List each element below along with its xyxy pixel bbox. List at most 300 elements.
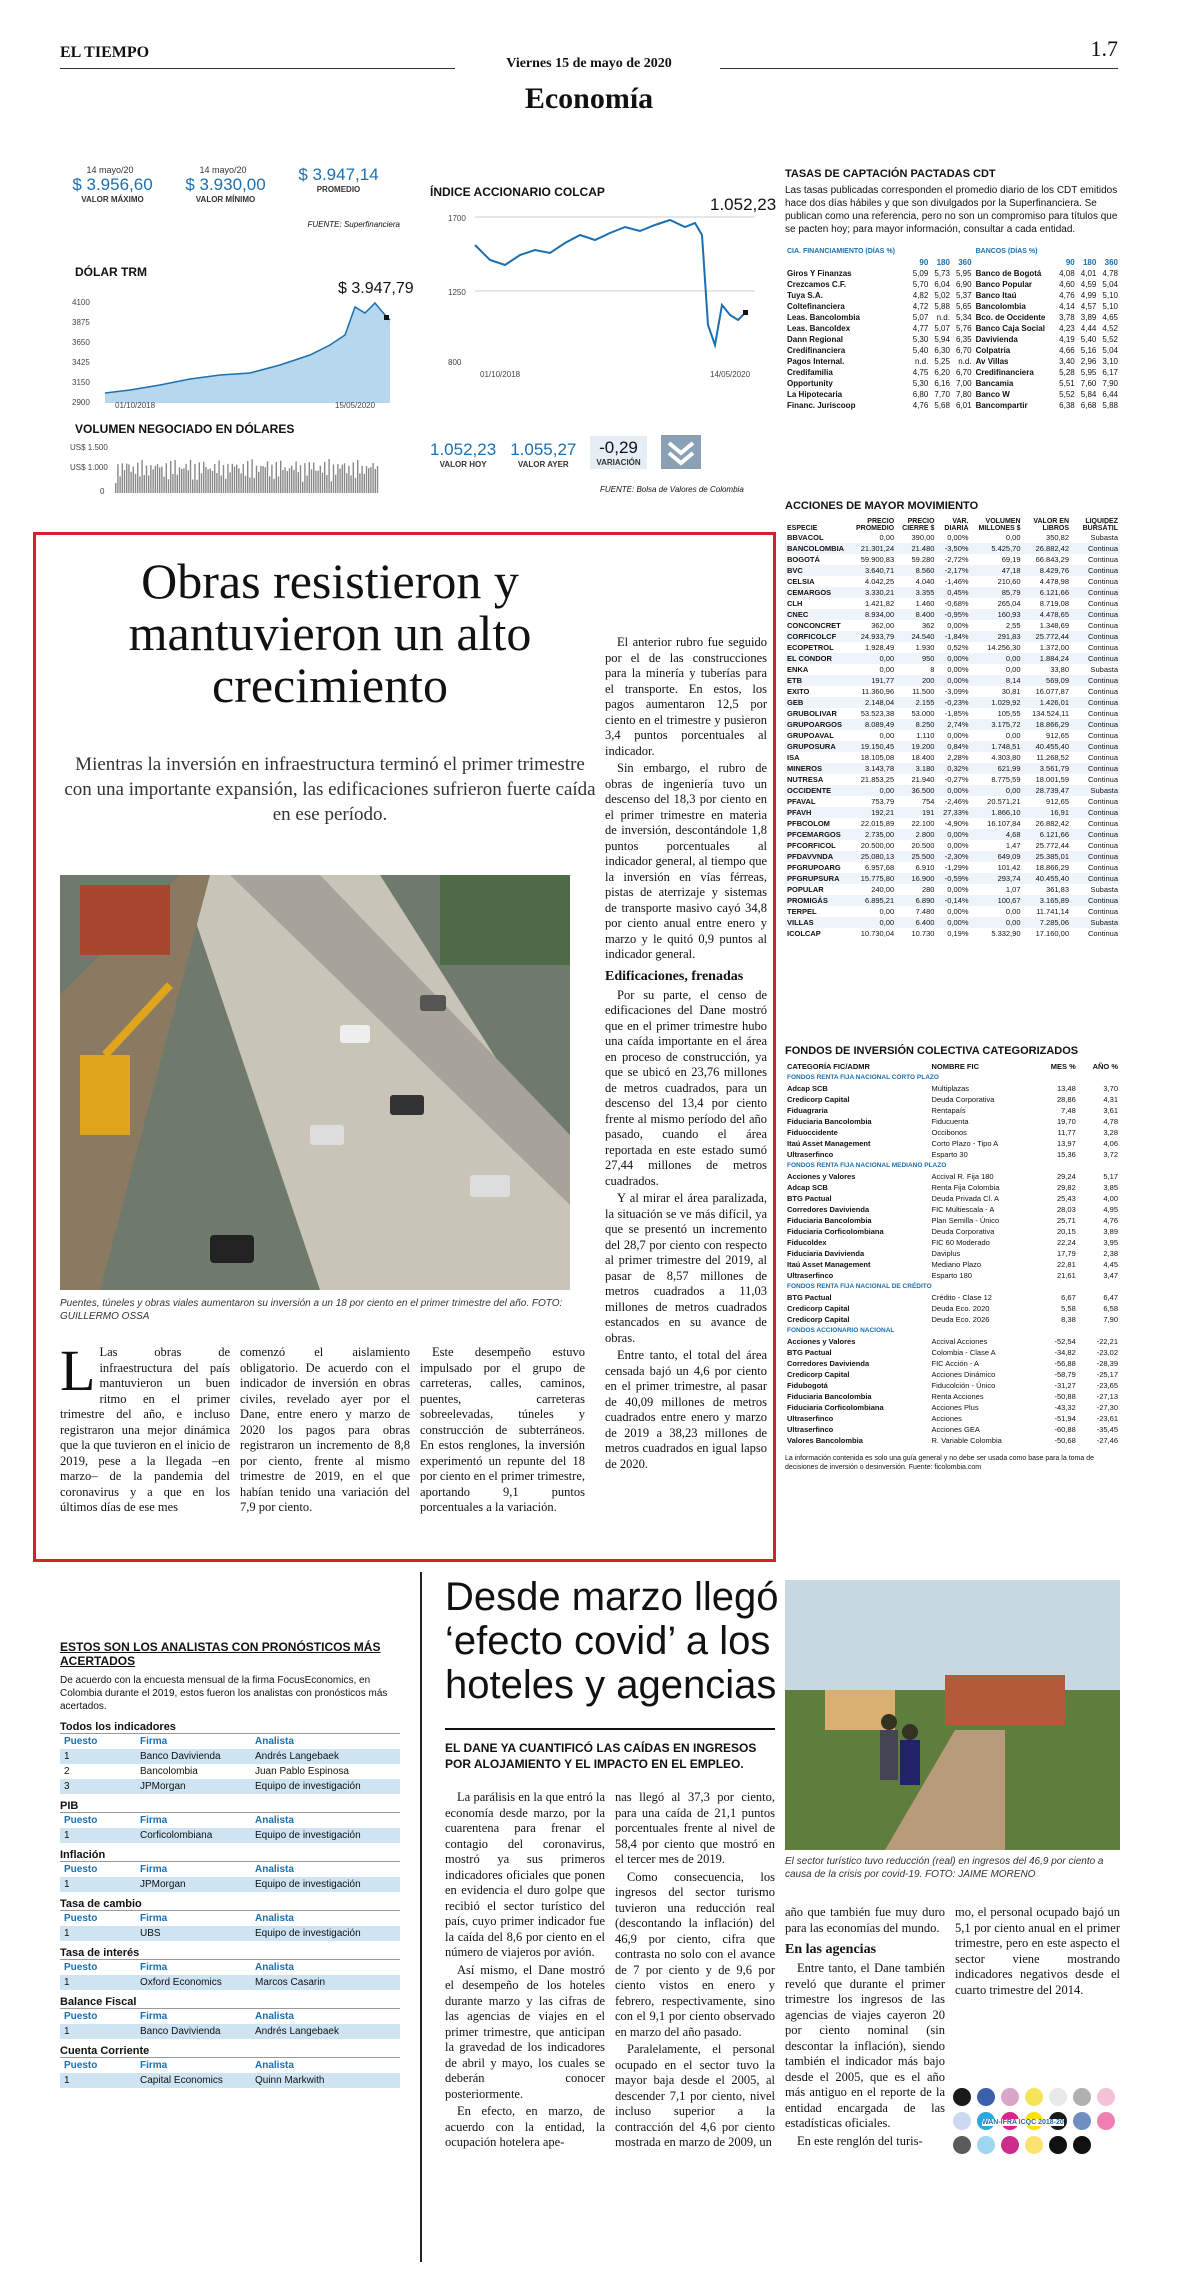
acciones-cell: 754 [921,797,935,806]
covid-col2-p3: Paralelamente, el personal ocupado en el sector tuvo la mayor baja desde el 2005, al descender 7,1 por ciento, nivel incluso superior a la contracción del 4,6 por ciento mostrada en marzo de 2009, un [615,2042,775,2149]
acciones-cell: 191,77 [871,676,895,685]
volumen-bar [188,470,189,493]
volumen-bar [289,468,290,493]
fondos-cell: 13,97 [1056,1139,1076,1148]
volumen-bar [271,465,272,493]
analysts-cell: Corficolombiana [140,1830,213,1841]
volumen-bar [254,478,255,493]
fondos-row [785,1369,1120,1380]
acciones-cell: 134.524,11 [1032,709,1069,718]
fondos-cell: 13,48 [1056,1084,1076,1093]
covid-col2-p2: Como consecuencia, los ingresos del sector turismo tuvieron una reducción real (descontando la inflación) del 46,9 por ciento, cifra que contrasta no solo con el avance de 7 por ciento y de 9,6 por ciento vistos en enero y febrero, respectivamente, sino con el 9,1 por ciento observado en marzo del año pasado. [615,1869,775,2039]
newspaper-name: EL TIEMPO [60,44,150,61]
fondos-cell: Deuda Eco. 2020 [931,1304,990,1313]
color-swatch [1073,2088,1091,2106]
covid-headline: Desde marzo llegó ‘efecto covid’ a los hoteles y agencias [445,1575,779,1707]
acciones-cell: 16.900 [911,874,935,883]
cdt-cell: Davivienda [975,335,1018,344]
fondos-row [785,1347,1120,1358]
cdt-cell: 5,70 [912,280,929,289]
acciones-cell: BANCOLOMBIA [787,544,845,553]
cdt-cell: 4,99 [1080,291,1097,300]
acciones-row [785,796,1120,807]
analysts-row [60,1877,400,1892]
acciones-cell: Subasta [1090,885,1118,894]
acciones-cell: 2.148,04 [864,698,895,707]
covid-rule [445,1728,775,1730]
acciones-cell: 24.933,79 [860,632,895,641]
acciones-cell: 0,00 [879,907,895,916]
acciones-header: ESPECIE [787,525,818,532]
cdt-cell: Banco W [975,390,1010,399]
kpi-label: VALOR MÁXIMO [81,195,144,204]
fondos-cell: Colombia - Clase A [931,1348,996,1357]
acciones-row [785,686,1120,697]
cdt-cell: 6,01 [956,401,972,410]
volumen-bar [119,476,120,493]
color-swatch [1097,2088,1115,2106]
cdt-cell: 7,60 [1080,379,1097,388]
volumen-bar [309,462,310,493]
acciones-cell: PFGRUPOARG [787,863,841,872]
fondos-cell: -28,39 [1096,1359,1118,1368]
kpi-value: $ 3.930,00 [185,175,266,194]
acciones-cell: 0,00% [947,654,969,663]
fondos-cell: -56,88 [1054,1359,1076,1368]
fondos-cell: Deuda Corporativa [931,1227,995,1236]
acciones-cell: PFCEMARGOS [787,830,841,839]
acciones-cell: Continua [1087,830,1118,839]
acciones-cell: 3.180 [915,764,935,773]
color-swatch [953,2112,971,2130]
colcap-hoy-label: VALOR HOY [439,460,487,469]
color-swatch [1049,2136,1067,2154]
fondos-cell: Corredores Davivienda [787,1205,870,1214]
volumen-bar [276,462,277,493]
down-arrow-icon [661,435,701,469]
fondos-table [785,1061,1120,1446]
fondos-cell: 28,03 [1056,1205,1076,1214]
cdt-row [785,323,1120,334]
volumen-bar [174,460,175,493]
cdt-cell: 4,60 [1059,280,1075,289]
volumen-bar [133,467,134,493]
analysts-category: PIB [60,1800,400,1813]
article-col4-p4: Y al mirar el área paralizada, la situación se ve más difícil, ya que se presentó un incremento del 28,7 por ciento con respecto al primer trimestre del 2019, al pasar de 8,57 millones de metros cuadrados a 11,03 millones de metros cuadrados estancados en su avance de obras. [605,1191,767,1345]
volumen-bar [148,476,149,493]
acciones-cell: 912,65 [1046,731,1069,740]
fondos-cell: Fiduciaria Bancolombia [787,1216,872,1225]
acciones-cell: 5.425,70 [991,544,1021,553]
fondos-cell: 28,86 [1056,1095,1076,1104]
acciones-row [785,840,1120,851]
acciones-cell: GRUPOARGOS [787,720,843,729]
cdt-cell: Crezcamos C.F. [787,280,847,289]
acciones-cell: Continua [1087,588,1118,597]
cdt-cell: Tuya S.A. [787,291,823,300]
cdt-cell: 4,76 [912,401,929,410]
fondos-cell: -51,94 [1054,1414,1076,1423]
acciones-cell: 1.426,01 [1039,698,1069,707]
acciones-cell: 21.940 [911,775,935,784]
cdt-row [785,301,1120,312]
acciones-cell: -0,59% [944,874,969,883]
acciones-cell: 280 [921,885,935,894]
fondos-row [785,1127,1120,1138]
acciones-cell: 0,00% [947,731,969,740]
fondos-cell: 8,38 [1061,1315,1076,1324]
cdt-cell: 4,72 [912,302,929,311]
cdt-cell: Av Villas [975,357,1009,366]
fondos-cell: Credicorp Capital [787,1304,850,1313]
acciones-header: LIQUIDEZ BURSÁTIL [1082,518,1118,532]
fondos-row [785,1424,1120,1435]
acciones-cell: 10.730,04 [860,929,895,938]
volumen-bar [368,468,369,493]
acciones-cell: Continua [1087,555,1118,564]
acciones-cell: 0,19% [947,929,969,938]
acciones-cell: CLH [787,599,803,608]
acciones-cell: -4,90% [944,819,969,828]
cdt-cell: 6,38 [1059,401,1075,410]
fondos-cell: Credicorp Capital [787,1370,850,1379]
acciones-row [785,532,1120,543]
acciones-cell: 8.934,00 [864,610,895,619]
volumen-bar [196,480,197,493]
acciones-cell: 69,19 [1001,555,1021,564]
cdt-cell: 5,16 [1080,346,1097,355]
fondos-cell: Credicorp Capital [787,1095,850,1104]
acciones-cell: 25.500 [911,852,935,861]
acciones-cell: 7.480 [915,907,935,916]
acciones-cell: EXITO [787,687,810,696]
col-puesto: Puesto [64,1864,98,1875]
acciones-cell: 4.040 [915,577,935,586]
acciones-cell: 8.250 [915,720,935,729]
cdt-day-header [785,257,909,268]
volumen-bar [280,461,281,493]
analysts-header-row [60,1960,400,1975]
col-firma: Firma [140,1864,168,1875]
acciones-cell: Continua [1087,863,1118,872]
acciones-row [785,785,1120,796]
covid-col-4 [955,1905,1120,2000]
volumen-bar [232,464,233,493]
analysts-cell: 1 [64,1830,70,1841]
fondos-cell: Occibonos [931,1128,967,1137]
fondos-cell: Esparto 180 [931,1271,972,1280]
volumen-bar [207,469,208,493]
dolar-marker [384,315,389,320]
cdt-cell: 5,95 [956,269,972,278]
dolar-value: $ 3.947,79 [338,280,414,297]
fondos-group-name: FONDOS ACCIONARIO NACIONAL [787,1327,895,1334]
cdt-cell: 3,89 [1080,313,1097,322]
acciones-cell: Continua [1087,654,1118,663]
colcap-ayer-value: 1.055,27 [510,440,577,459]
article-col3-text: Este desempeño estuvo impulsado por el grupo de carreteras, calles, caminos, puentes, carreteras sobreelevadas, túneles y construcción de subterráneos. En estos renglones, la inversión experimentó un repunte del 18 por ciento en el primer trimestre, aportando 9,1 puntos porcentuales a la variación. [420,1345,585,1514]
acciones-cell: 3.143,78 [864,764,895,773]
cdt-cell: 6,70 [956,368,972,377]
colcap-kpis [430,435,760,469]
volumen-bar [344,463,345,493]
color-swatch [1001,2088,1019,2106]
volumen-bar [238,468,239,493]
fondos-group-name: FONDOS RENTA FIJA NACIONAL CORTO PLAZO [787,1074,939,1081]
fondos-cell: Accival Acciones [931,1337,988,1346]
cdt-cell: 5,28 [1059,368,1075,377]
volumen-bar [192,480,193,493]
acciones-cell: Continua [1087,632,1118,641]
col-firma: Firma [140,1962,168,1973]
acciones-cell: PFDAVVNDA [787,852,834,861]
fondos-cell: Deuda Privada Cl. A [931,1194,1000,1203]
volumen-bar [190,460,191,493]
fondos-cell: FIC Multiescala - A [931,1205,995,1214]
analysts-cell: Marcos Casarin [255,1977,326,1988]
acciones-cell: Continua [1087,753,1118,762]
volumen-bar [210,469,211,493]
volumen-chart-title: VOLUMEN NEGOCIADO EN DÓLARES [75,422,295,436]
fondos-cell: -31,27 [1054,1381,1076,1390]
cdt-cell: 5,30 [912,335,929,344]
fondos-cell: 3,61 [1103,1106,1118,1115]
volumen-bar [221,476,222,493]
article-col-1 [60,1338,230,1518]
acciones-cell: ECOPETROL [787,643,834,652]
fondos-cell: Fiducolción - Único [931,1381,996,1390]
cdt-cell: 4,75 [912,368,929,377]
fondos-cell: 19,70 [1056,1117,1076,1126]
cdt-cell: 6,80 [912,390,929,399]
analysts-row [60,1749,400,1764]
cdt-section [785,168,1120,411]
acciones-cell: 191 [921,808,935,817]
cdt-cell: Credifinanciera [975,368,1034,377]
cdt-cell: Pagos Internal. [787,357,845,366]
acciones-cell: 16.077,87 [1035,687,1069,696]
cdt-cell: 5,10 [1102,302,1118,311]
cdt-cell: 5,09 [912,269,929,278]
fondos-row [785,1358,1120,1369]
acciones-cell: 11.500 [912,687,935,696]
fondos-cell: Acciones y Valores [787,1337,856,1346]
acciones-cell: EL CONDOR [787,654,832,663]
volumen-bar [199,462,200,493]
cdt-cell: 5,04 [1102,280,1118,289]
cdt-cell: Leas. Bancolombia [787,313,860,322]
acciones-cell: 0,00 [879,654,895,663]
article-photo [60,875,570,1290]
cdt-cell: Banco Popular [975,280,1033,289]
volumen-bar [291,466,292,493]
volumen-bar [135,474,136,493]
fondos-cell: -50,68 [1054,1436,1076,1445]
acciones-row [785,851,1120,862]
colcap-value: 1.052,23 [710,195,777,214]
fondos-title: FONDOS DE INVERSIÓN COLECTIVA CATEGORIZADOS [785,1045,1079,1057]
analysts-category: Tasa de interés [60,1947,400,1960]
acciones-cell: 265,04 [997,599,1021,608]
acciones-cell: CNEC [787,610,809,619]
fondos-row [785,1193,1120,1204]
covid-col3-p2: Entre tanto, el Dane también reveló que durante el primer trimestre los ingresos de las agencias de viajes cayeron 20 por ciento nominal (sin descontar la inflación), siendo también el indicador más bajo desde el 2005, que es el año más antiguo en el reporte de la entidad encargada de las estadísticas oficiales. [785,1961,945,2130]
acciones-cell: GEB [787,698,804,707]
cdt-cell: 5,51 [1059,379,1075,388]
fondos-row [785,1116,1120,1127]
acciones-cell: 36.500 [911,786,935,795]
acciones-cell: 10.730 [911,929,935,938]
fondos-cell: -50,88 [1054,1392,1076,1401]
acciones-cell: Continua [1087,808,1118,817]
dolar-area [105,303,390,403]
volumen-bar [146,466,147,493]
acciones-cell: Continua [1087,775,1118,784]
volumen-bar [324,462,325,493]
acciones-cell: 16.107,84 [987,819,1021,828]
fondos-row [785,1270,1120,1281]
acciones-row [785,873,1120,884]
acciones-cell: 100,67 [997,896,1021,905]
acciones-cell: ICOLCAP [787,929,821,938]
cdt-cell: 4,01 [1080,269,1097,278]
acciones-cell: 0,00% [947,665,969,674]
trm-kpi-0 [60,165,165,204]
covid-photo-caption: El sector turístico tuvo reducción (real) en ingresos del 46,9 por ciento a causa de la crisis por covid-19. FOTO: JAIME MORENO [785,1856,1104,1880]
fondos-cell: -27,13 [1096,1392,1118,1401]
acciones-row [785,807,1120,818]
acciones-cell: Continua [1087,874,1118,883]
page-number: 1.7 [1090,36,1118,61]
acciones-row [785,774,1120,785]
fondos-cell: -23,65 [1096,1381,1118,1390]
cdt-cell: Bancolombia [975,302,1026,311]
volumen-bar [322,473,323,493]
cdt-head-left: CIA. FINANCIAMIENTO (DÍAS %) [787,248,895,255]
covid-kicker: EL DANE YA CUANTIFICÓ LAS CAÍDAS EN INGRESOS POR ALOJAMIENTO Y EL IMPACTO EN EL EMPLEO. [445,1741,757,1771]
analysts-cell: Banco Davivienda [140,2026,221,2037]
acciones-cell: 3.330,21 [864,588,895,597]
fondos-row [785,1248,1120,1259]
acciones-cell: 21.301,24 [860,544,895,553]
fondos-cell: Itaú Asset Management [787,1139,871,1148]
analysts-cell: 1 [64,1751,70,1762]
volumen-bar [212,471,213,493]
cdt-row [785,268,1120,279]
volumen-ytick-1: US$ 1.500 [70,443,108,452]
analysts-row [60,2073,400,2088]
article-deck: Mientras la inversión en infraestructura terminó el primer trimestre con una importante expansión, las edificaciones sufrieron fuerte caída en ese período. [64,754,596,825]
acciones-cell: 21.480 [911,544,935,553]
acciones-cell: 0,00% [947,830,969,839]
volumen-bar [313,462,314,493]
fondos-note: La información contenida es solo una guía general y no debe ser usada como base para la toma de decisiones de inversión o desinversión. Fuente: ficolombia.com [785,1455,1094,1471]
col-analista: Analista [255,1815,294,1826]
col-firma: Firma [140,1736,168,1747]
col-analista: Analista [255,1864,294,1875]
fondos-cell: Deuda Corporativa [931,1095,995,1104]
fondos-cell: 21,61 [1056,1271,1076,1280]
acciones-cell: 101,42 [997,863,1021,872]
fondos-group-row [785,1072,1120,1083]
acciones-cell: Continua [1087,643,1118,652]
acciones-cell: 4.478,98 [1039,577,1069,586]
fondos-cell: Renta Acciones [931,1392,984,1401]
acciones-cell: 16,91 [1050,808,1069,817]
fondos-cell: 29,24 [1056,1172,1076,1181]
acciones-cell: Subasta [1090,665,1118,674]
acciones-cell: Continua [1087,610,1118,619]
volumen-bar [229,472,230,493]
analysts-row [60,2024,400,2039]
trm-kpi-2 [286,165,391,204]
volumen-bar [251,459,252,493]
fondos-cell: 6,67 [1061,1293,1076,1302]
cdt-cell: 4,59 [1080,280,1097,289]
volumen-bar [161,467,162,493]
cdt-cell: La Hipotecaria [787,390,843,399]
volumen-bar [260,466,261,493]
acciones-cell: 361,83 [1046,885,1069,894]
fondos-cell: Fiduciaria Bancolombia [787,1117,872,1126]
volumen-bar [342,465,343,493]
acciones-cell: 0,00% [947,533,969,542]
cdt-cell: 7,70 [934,390,950,399]
acciones-cell: Continua [1087,544,1118,553]
volumen-bar [227,464,228,493]
analysts-cell: Andrés Langebaek [255,1751,339,1762]
acciones-cell: 30,81 [1001,687,1021,696]
acciones-cell: 0,32% [947,764,969,773]
acciones-cell: 293,74 [997,874,1021,883]
acciones-cell: POPULAR [787,885,824,894]
acciones-row [785,653,1120,664]
cdt-cell: Giros Y Finanzas [787,269,852,278]
acciones-cell: Continua [1087,852,1118,861]
covid-col2-p1: nas llegó al 37,3 por ciento, para una caída de 21,1 puntos porcentuales frente al nivel de 58,4 por ciento que mostró en el tercer mes de 2019. [615,1790,775,1866]
fondos-cell: -43,32 [1054,1403,1076,1412]
analysts-cell: 3 [64,1781,70,1792]
volumen-bar [245,476,246,493]
volumen-bar [346,473,347,493]
acciones-cell: 2.800 [915,830,935,839]
fondos-cell: 7,48 [1061,1106,1076,1115]
acciones-cell: 2.155 [915,698,935,707]
volumen-bar [287,471,288,493]
dolar-ytick: 3425 [72,358,90,367]
acciones-cell: Continua [1087,599,1118,608]
volumen-bar [170,461,171,493]
acciones-cell: 85,79 [1001,588,1021,597]
fondos-cell: Ultraserfinco [787,1414,834,1423]
analysts-header-row [60,1862,400,1877]
acciones-header: PRECIO CIERRE $ [902,518,935,532]
fondos-cell: 7,90 [1103,1315,1118,1324]
acciones-cell: PFAVH [787,808,812,817]
fondos-row [785,1226,1120,1237]
drop-cap: L [60,1338,96,1403]
acciones-cell: 25.772,44 [1035,841,1069,850]
acciones-cell: 11.741,14 [1036,907,1069,916]
acciones-cell: 25.080,13 [860,852,895,861]
cdt-cell: 4,52 [1102,324,1118,333]
analysts-cell: 1 [64,1928,70,1939]
fondos-cell: Valores Bancolombia [787,1436,863,1445]
volumen-bar [302,482,303,493]
acciones-title: ACCIONES DE MAYOR MOVIMIENTO [785,500,979,512]
acciones-cell: 3.165,89 [1039,896,1069,905]
acciones-cell: PROMIGÁS [787,896,828,905]
